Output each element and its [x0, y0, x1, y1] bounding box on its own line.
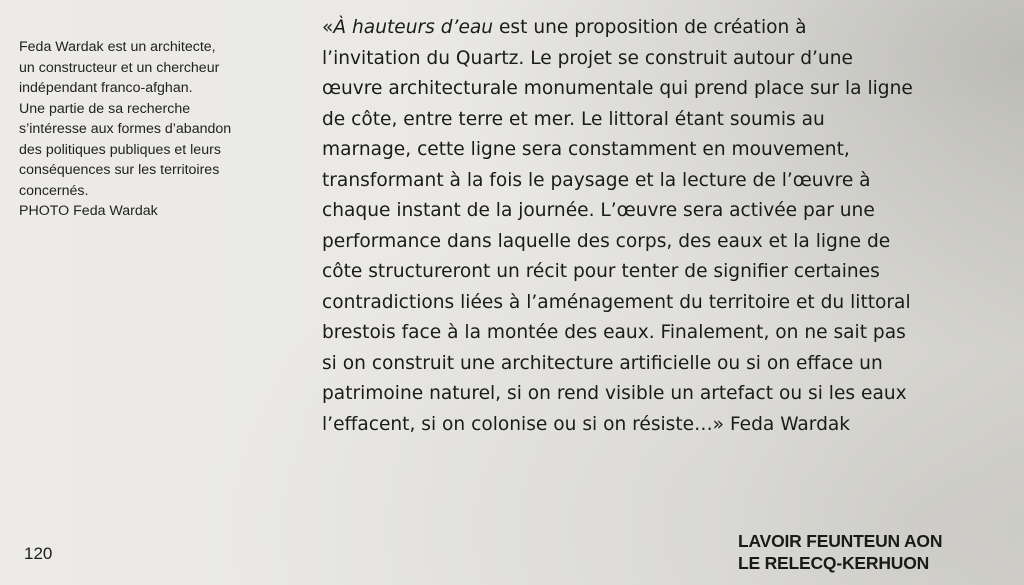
location-heading	[738, 530, 942, 574]
quote-line-text: est une proposition de création à	[493, 17, 807, 38]
quote-line: si on construit une architecture artificielle ou si on efface un	[322, 352, 883, 374]
quote-line: brestois face à la montée des eaux. Finalement, on ne sait pas	[322, 322, 906, 343]
location-line: LAVOIR FEUNTEUN AON	[738, 531, 943, 551]
caption-line: indépendant franco-afghan.	[19, 80, 193, 96]
photo-credit: PHOTO Feda Wardak	[19, 203, 158, 219]
caption-line: des politiques publiques et leurs	[19, 141, 221, 158]
project-title: À hauteurs d’eau	[333, 17, 494, 38]
quote-line: contradictions liées à l’aménagement du territoire et du littoral	[322, 291, 911, 313]
quote-line: de côte, entre terre et mer. Le littoral étant soumis au	[322, 108, 825, 130]
quote-line: côte structureront un récit pour tenter de signifier certaines	[322, 261, 880, 282]
quote-body	[322, 13, 1012, 440]
quote-line: l’effacent, si on colonise ou si on résiste…» Feda Wardak	[322, 413, 851, 435]
photo-caption	[19, 37, 294, 222]
quote-line: transformant à la fois le paysage et la lecture de l’œuvre à	[322, 169, 871, 191]
caption-line: s’intéresse aux formes d’abandon	[19, 121, 232, 137]
quote-line	[322, 13, 1012, 44]
caption-line: conséquences sur les territoires	[19, 162, 220, 178]
location-line: LE RELECQ-KERHUON	[738, 553, 930, 573]
quote-line: marnage, cette ligne sera constamment en mouvement,	[322, 139, 850, 160]
page-number: 120	[24, 544, 53, 563]
quote-line: chaque instant de la journée. L’œuvre sera activée par une	[322, 200, 875, 221]
quote-line: l’invitation du Quartz. Le projet se construit autour d’une	[322, 47, 853, 69]
quote-line: performance dans laquelle des corps, des eaux et la ligne de	[322, 230, 891, 252]
caption-line: concernés.	[19, 182, 89, 199]
quote-line: patrimoine naturel, si on rend visible un artefact ou si les eaux	[322, 383, 907, 404]
caption-line: Une partie de sa recherche	[19, 100, 191, 117]
caption-line: Feda Wardak est un architecte,	[19, 39, 216, 55]
caption-line: un constructeur et un chercheur	[19, 59, 220, 76]
quote-line: œuvre architecturale monumentale qui prend place sur la ligne	[322, 78, 913, 99]
open-quote-mark: «	[322, 17, 334, 38]
